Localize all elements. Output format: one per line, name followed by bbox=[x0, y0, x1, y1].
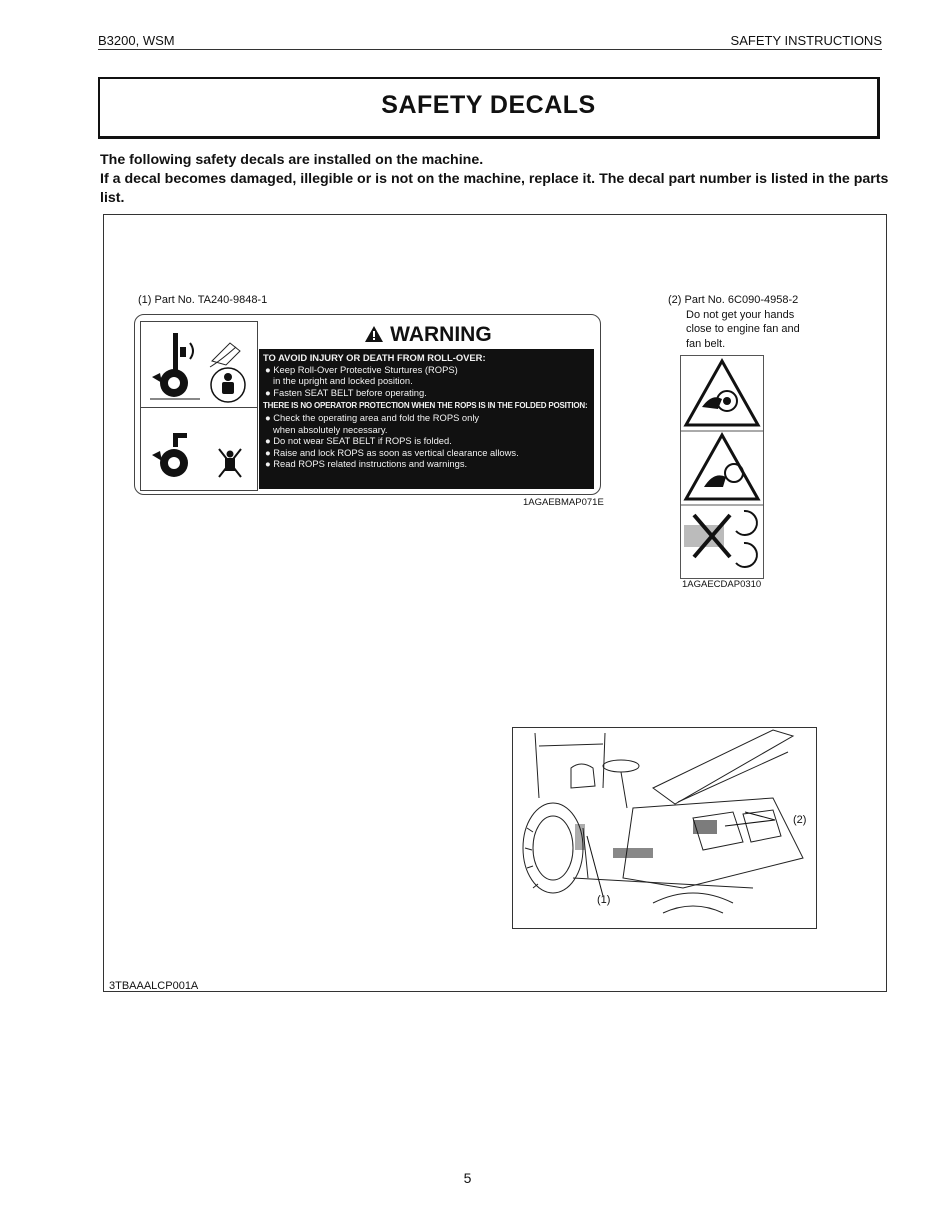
figure-code: 3TBAAALCP001A bbox=[109, 980, 199, 992]
warning-section1-title: TO AVOID INJURY OR DEATH FROM ROLL-OVER: bbox=[263, 352, 486, 363]
decal2-desc-line: Do not get your hands bbox=[686, 308, 795, 321]
warning-item: in the upright and locked position. bbox=[273, 375, 413, 387]
page-title: SAFETY DECALS bbox=[381, 91, 596, 119]
warning-label: WARNING bbox=[390, 323, 492, 346]
warning-heading bbox=[259, 322, 597, 348]
tractor-drawing-icon bbox=[513, 728, 816, 928]
warning-item: ● Keep Roll-Over Protective Sturtures (ROPS) bbox=[265, 363, 458, 375]
header-section: SAFETY INSTRUCTIONS bbox=[730, 33, 882, 48]
callout-2: (2) bbox=[793, 814, 807, 826]
intro-text bbox=[100, 151, 890, 208]
warning-item: ● Check the operating area and fold the ROPS only bbox=[265, 411, 480, 423]
warning-item: when absolutely necessary. bbox=[273, 423, 388, 435]
intro-line-2: If a decal becomes damaged, illegible or is not on the machine, replace it. The decal part number is listed in the parts list. bbox=[100, 171, 889, 206]
fan-belt-hazard-icon bbox=[680, 355, 764, 579]
warning-item: ● Read ROPS related instructions and warnings. bbox=[265, 458, 468, 470]
warning-triangle-icon bbox=[364, 323, 390, 346]
warning-item: ● Fasten SEAT BELT before operating. bbox=[265, 386, 427, 398]
page-number: 5 bbox=[463, 1170, 472, 1186]
decal2-code: 1AGAECDAP0310 bbox=[682, 579, 762, 590]
title-box bbox=[98, 77, 880, 139]
decal1-code: 1AGAEBMAP071E bbox=[523, 497, 604, 508]
header-rule bbox=[98, 49, 882, 50]
decal2-desc-line: fan belt. bbox=[686, 337, 726, 350]
decal2-label: (2) Part No. 6C090-4958-2 bbox=[668, 294, 799, 306]
warning-section2-title: THERE IS NO OPERATOR PROTECTION WHEN THE ROPS IS IN THE FOLDED POSITION: bbox=[263, 401, 588, 411]
header-model: B3200, WSM bbox=[98, 33, 175, 48]
warning-item: ● Raise and lock ROPS as soon as vertical clearance allows. bbox=[265, 446, 519, 458]
rops-pictograms-icon bbox=[140, 321, 258, 491]
callout-1: (1) bbox=[597, 894, 611, 906]
decal1-warning bbox=[134, 314, 601, 495]
decal2-text bbox=[668, 293, 828, 351]
decal2-desc-line: close to engine fan and bbox=[686, 323, 800, 335]
tractor-illustration bbox=[512, 727, 817, 929]
warning-item: ● Do not wear SEAT BELT if ROPS is folded. bbox=[265, 435, 452, 447]
intro-line-1: The following safety decals are installed on the machine. bbox=[100, 152, 484, 168]
warning-body bbox=[259, 349, 594, 489]
decal1-label: (1) Part No. TA240-9848-1 bbox=[138, 294, 268, 306]
